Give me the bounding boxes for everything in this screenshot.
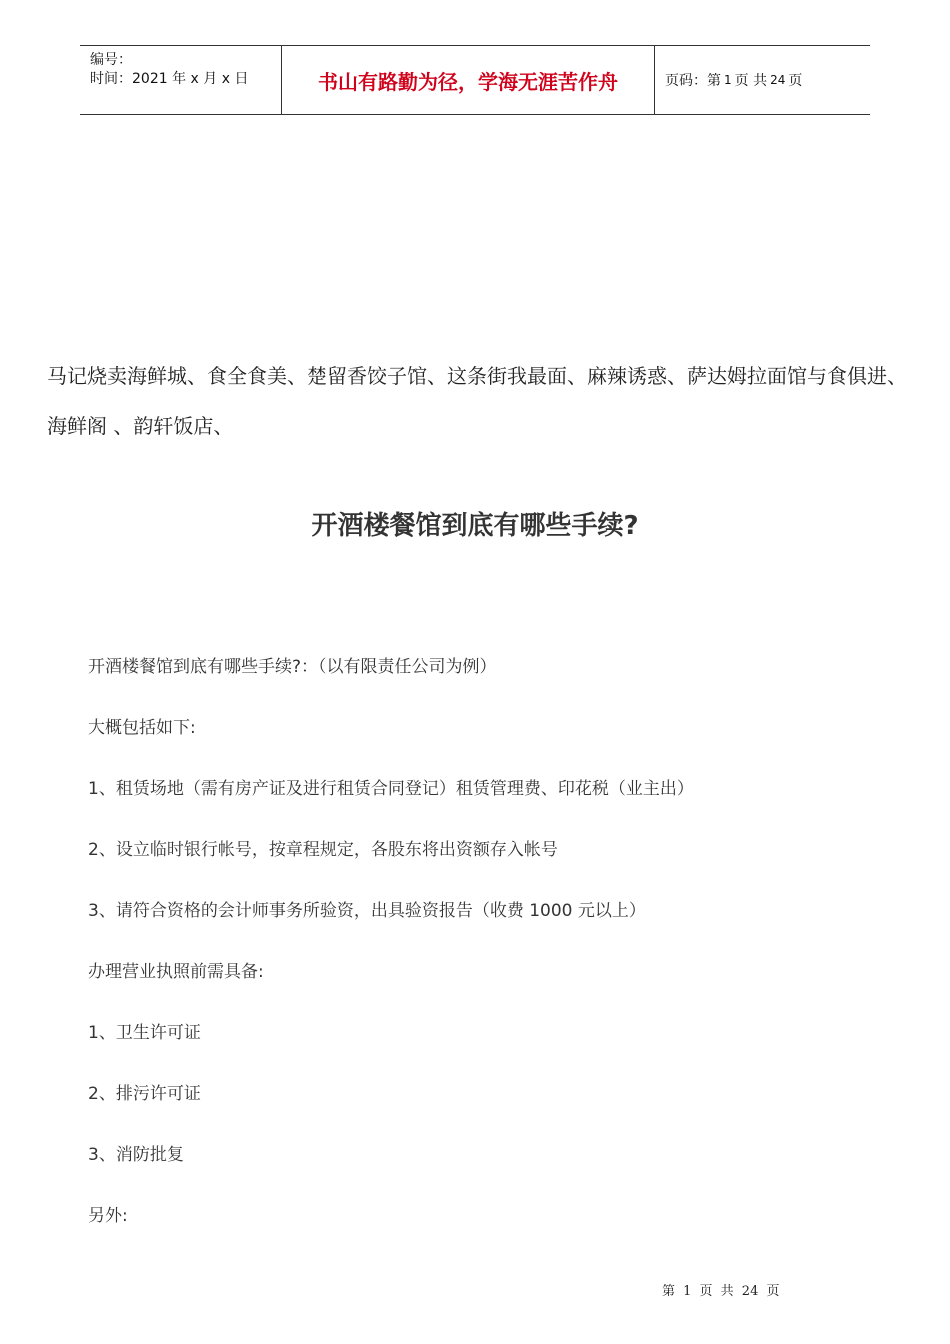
page-current: 1 bbox=[724, 73, 732, 87]
header-page-number bbox=[655, 46, 870, 114]
page-mid: 页 共 bbox=[734, 73, 768, 89]
list-item: 3、消防批复 bbox=[88, 1145, 184, 1165]
page-prefix: 页码：第 bbox=[665, 73, 721, 89]
list-item: 2、设立临时银行帐号，按章程规定，各股东将出资额存入帐号 bbox=[88, 840, 558, 860]
list-item: 1、租赁场地（需有房产证及进行租赁合同登记）租赁管理费、印花税（业主出） bbox=[88, 779, 694, 799]
body-paragraph: 办理营业执照前需具备: bbox=[88, 962, 264, 982]
body-paragraph: 大概包括如下: bbox=[88, 718, 196, 738]
page-suffix: 页 bbox=[788, 73, 803, 89]
header-motto: 书山有路勤为径，学海无涯苦作舟 bbox=[281, 46, 655, 114]
page-footer: 第 1 页 共 24 页 bbox=[662, 1284, 780, 1299]
body-paragraph: 开酒楼餐馆到底有哪些手续?：（以有限责任公司为例） bbox=[88, 657, 497, 677]
page-total: 24 bbox=[770, 73, 786, 87]
document-title: 开酒楼餐馆到底有哪些手续? bbox=[311, 511, 639, 541]
document-number-label: 编号： bbox=[90, 52, 132, 68]
intro-paragraph: 马记烧卖海鲜城、食全食美、楚留香饺子馆、这条街我最面、麻辣诱惑、萨达姆拉面馆与食俱进、海鲜阁 、韵轩饭店、 bbox=[47, 364, 907, 438]
header-meta bbox=[80, 46, 281, 114]
document-date: 时间：2021 年 x 月 x 日 bbox=[90, 71, 249, 87]
list-item: 3、请符合资格的会计师事务所验资，出具验资报告（收费 1000 元以上） bbox=[88, 901, 646, 921]
list-item: 2、排污许可证 bbox=[88, 1084, 201, 1104]
list-item: 1、卫生许可证 bbox=[88, 1023, 201, 1043]
page-header bbox=[80, 45, 870, 115]
body-paragraph: 另外: bbox=[88, 1206, 128, 1226]
